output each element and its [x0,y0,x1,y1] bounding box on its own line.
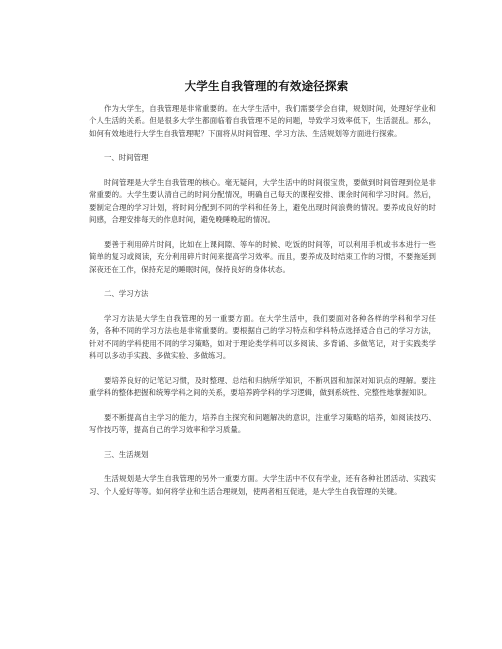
intro-paragraph: 作为大学生，自我管理是非常重要的。在大学生活中，我们需要学会自律，规划时间，处理好学业和个人生活的关系。但是很多大学生都面临着自我管理不足的问题，导致学习效率低下，生活混乱。那么，如何有效地进行大学生自我管理呢？下面将从时间管理、学习方法、生活规划等方面进行探索。 [89,104,436,138]
paragraph-study-methods-1: 学习方法是大学生自我管理的另一重要方面。在大学生活中，我们要面对各种各样的学科和学习任务，各种不同的学习方法也是非常重要的。要根据自己的学习特点和学科特点选择适合自己的学习方法，针对不同的学科使用不同的学习策略，如对于理论类学科可以多阅读、多背诵、多做笔记，对于实践类学科可以多动手实践、多做实验、多做练习。 [89,313,436,361]
paragraph-time-management-1: 时间管理是大学生自我管理的核心。毫无疑问，大学生活中的时间很宝贵，要做到时间管理到位是非常重要的。大学生要认清自己的时间分配情况，明确自己每天的课程安排、课余时间和学习时间。然后，要制定合理的学习计划，将时间分配到不同的学科和任务上，避免出现时间浪费的情况。要养成良好的时间感，合理安排每天的作息时间，避免晚睡晚起的情况。 [89,178,436,225]
section-heading-time-management: 一、时间管理 [104,153,149,163]
document-title: 大学生自我管理的有效途径探索 [184,79,349,93]
section-heading-life-planning: 三、生活规划 [104,449,149,459]
section-heading-study-methods: 二、学习方法 [104,289,149,299]
paragraph-study-methods-3: 要不断提高自主学习的能力，培养自主探究和问题解决的意识，注重学习策略的培养，如阅读技巧、写作技巧等，提高自己的学习效率和学习质量。 [89,412,436,435]
paragraph-time-management-2: 要善于利用碎片时间，比如在上课间隙、等车的时候、吃饭的时间等，可以利用手机或书本进行一些简单的复习或阅读，充分利用碎片时间来提高学习效率。而且，要养成及时结束工作的习惯，不要拖延到深夜还在工作，保持充足的睡眠时间，保持良好的身体状态。 [89,239,436,274]
paragraph-life-planning-1: 生活规划是大学生自我管理的另外一重要方面。大学生活中不仅有学业，还有各种社团活动、实践实习、个人爱好等等。如何将学业和生活合理规划，使两者相互促进，是大学生自我管理的关键。 [89,474,436,496]
paragraph-study-methods-2: 要培养良好的记笔记习惯，及时整理、总结和归纳所学知识，不断巩固和加深对知识点的理解。要注重学科的整体把握和统筹学科之间的关系，要培养跨学科的学习逻辑，做到系统性、完整性地掌握知识。 [89,375,436,398]
